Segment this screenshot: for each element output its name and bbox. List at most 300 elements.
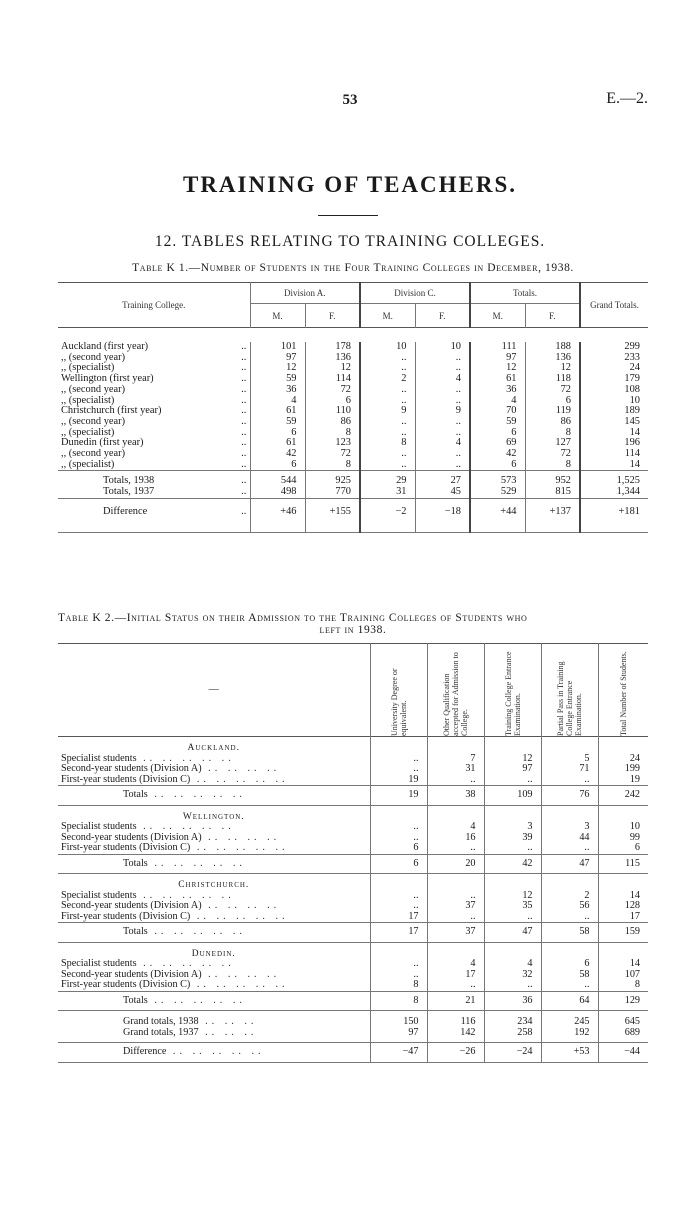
cell-a-f: 136 <box>305 353 360 364</box>
cell-t-m: 4 <box>470 396 525 407</box>
leader-dots: .. <box>241 458 247 470</box>
cell-value: 42 <box>484 854 541 874</box>
leader-dots: .. <box>241 426 247 438</box>
table1-row <box>58 353 648 364</box>
cell-value: 39 <box>484 833 541 844</box>
cell-value: 4 <box>427 959 484 970</box>
cell-t-f: 8 <box>525 460 580 471</box>
row-label: First-year students (Division C) .. .. .. .. .. <box>61 842 289 853</box>
row-label: Auckland (first year) <box>61 341 149 352</box>
cell-c-m: .. <box>360 428 415 439</box>
cell-a-f: 6 <box>305 396 360 407</box>
leader-dots: .. .. .. .. .. <box>190 842 289 853</box>
cell-g: 233 <box>580 353 648 364</box>
cell-value: 4 <box>484 959 541 970</box>
section-totals-row <box>58 923 648 943</box>
cell-g: 1,344 <box>580 487 648 498</box>
leader-dots: .. .. .. <box>198 1016 258 1027</box>
cell-c-f: .. <box>415 449 470 460</box>
cell-value: 199 <box>598 764 648 775</box>
table2-row <box>58 775 648 786</box>
cell-value: 5 <box>541 754 598 765</box>
table2-caption-cont: left in 1938. <box>319 624 387 636</box>
cell-value: 142 <box>427 1028 484 1043</box>
cell-t-f: +137 <box>525 498 580 532</box>
cell-value: .. <box>427 912 484 923</box>
cell-value: .. <box>484 843 541 854</box>
cell-t-f: 127 <box>525 438 580 449</box>
cell-value: 107 <box>598 970 648 981</box>
leader-dots: .. .. .. .. .. <box>190 910 289 922</box>
cell-value: −44 <box>598 1043 648 1063</box>
cell-a-m: 36 <box>250 385 305 396</box>
cell-value: 129 <box>598 991 648 1011</box>
cell-t-f: 815 <box>525 487 580 498</box>
cell-value: 32 <box>484 970 541 981</box>
cell-c-m: .. <box>360 449 415 460</box>
row-label: ,, (second year) <box>61 448 126 460</box>
cell-a-m: 498 <box>250 487 305 498</box>
cell-c-m: 29 <box>360 471 415 487</box>
section-header <box>58 737 648 754</box>
leader-dots: .. <box>241 448 247 460</box>
cell-a-f: 110 <box>305 406 360 417</box>
cell-value: .. <box>370 959 427 970</box>
cell-t-m: 12 <box>470 363 525 374</box>
cell-value: 19 <box>370 775 427 786</box>
table2-caption: Table K 2.—Initial Status on their Admission to the Training Colleges of Students who <box>58 612 528 624</box>
leader-dots: .. .. .. .. .. <box>136 958 235 969</box>
cell-value: 47 <box>484 923 541 943</box>
cell-value: 37 <box>427 901 484 912</box>
row-label: Specialist students .. .. .. .. .. <box>61 821 235 832</box>
cell-c-m: −2 <box>360 498 415 532</box>
cell-a-m: 61 <box>250 406 305 417</box>
cell-a-f: 72 <box>305 385 360 396</box>
cell-t-f: 136 <box>525 353 580 364</box>
cell-a-m: 12 <box>250 363 305 374</box>
cell-a-m: +46 <box>250 498 305 532</box>
cell-c-m: 2 <box>360 374 415 385</box>
section-name: Christchurch. <box>178 880 250 890</box>
cell-t-f: 72 <box>525 449 580 460</box>
cell-value: 17 <box>598 912 648 923</box>
cell-value: 10 <box>598 822 648 833</box>
leader-dots: .. <box>241 373 247 385</box>
table1-row <box>58 487 648 498</box>
cell-c-f: 9 <box>415 406 470 417</box>
cell-a-m: 42 <box>250 449 305 460</box>
cell-value: 36 <box>484 991 541 1011</box>
row-label: ,, (specialist) <box>61 362 115 374</box>
leader-dots: .. .. .. .. .. <box>147 857 246 869</box>
leader-dots: .. .. .. .. .. <box>190 773 289 785</box>
cell-c-m: .. <box>360 385 415 396</box>
cell-c-f: .. <box>415 460 470 471</box>
cell-c-f: −18 <box>415 498 470 532</box>
cell-value: 192 <box>541 1028 598 1043</box>
cell-value: 6 <box>370 854 427 874</box>
cell-value: 8 <box>370 980 427 991</box>
row-label: Dunedin (first year) <box>61 437 144 449</box>
cell-value: 24 <box>598 754 648 765</box>
col-total-students: Total Number of Students. <box>598 644 648 737</box>
col-training-college: Training College. <box>122 300 186 310</box>
row-label: Totals, 1937 <box>103 486 155 498</box>
col-c-m: M. <box>360 304 415 328</box>
cell-value: .. <box>370 754 427 765</box>
cell-value: 38 <box>427 786 484 806</box>
cell-value: −47 <box>370 1043 427 1063</box>
cell-value: 16 <box>427 833 484 844</box>
leader-dots: .. <box>241 437 247 449</box>
leader-dots: .. .. .. .. .. <box>136 821 235 832</box>
cell-g: 10 <box>580 396 648 407</box>
title-rule <box>318 215 378 216</box>
cell-value: 19 <box>370 786 427 806</box>
section-header <box>58 874 648 891</box>
cell-value: 645 <box>598 1011 648 1028</box>
cell-t-f: 118 <box>525 374 580 385</box>
cell-value: 689 <box>598 1028 648 1043</box>
cell-value: 12 <box>484 891 541 902</box>
cell-c-f: .. <box>415 417 470 428</box>
cell-a-m: 59 <box>250 417 305 428</box>
cell-value: 71 <box>541 764 598 775</box>
cell-value: 3 <box>484 822 541 833</box>
leader-dots: .. .. .. .. .. <box>147 926 246 937</box>
cell-a-m: 97 <box>250 353 305 364</box>
cell-t-m: 42 <box>470 449 525 460</box>
cell-value: 3 <box>541 822 598 833</box>
cell-a-m: 6 <box>250 460 305 471</box>
cell-t-m: 111 <box>470 342 525 353</box>
cell-value: .. <box>370 970 427 981</box>
leader-dots: .. .. .. .. .. <box>147 789 246 800</box>
row-label: Specialist students .. .. .. .. .. <box>61 752 235 764</box>
cell-value: .. <box>541 912 598 923</box>
cell-value: 97 <box>484 764 541 775</box>
cell-value: 14 <box>598 891 648 902</box>
cell-value: .. <box>427 775 484 786</box>
table2-row <box>58 912 648 923</box>
row-label: Wellington (first year) <box>61 373 154 385</box>
row-label: First-year students (Division C) .. .. .. .. .. <box>61 910 289 922</box>
row-label: Totals, 1938 <box>58 471 238 487</box>
row-label: Specialist students .. .. .. .. .. <box>61 889 235 901</box>
cell-value: 12 <box>484 754 541 765</box>
cell-value: 44 <box>541 833 598 844</box>
cell-value: 115 <box>598 854 648 874</box>
cell-a-f: 114 <box>305 374 360 385</box>
cell-value: 8 <box>598 980 648 991</box>
table2 <box>58 643 648 1063</box>
cell-t-m: 36 <box>470 385 525 396</box>
cell-value: 58 <box>541 923 598 943</box>
leader-dots: .. .. .. .. .. <box>136 752 235 764</box>
cell-g: +181 <box>580 498 648 532</box>
cell-value: 17 <box>370 912 427 923</box>
cell-g: 145 <box>580 417 648 428</box>
row-label: ,, (specialist) <box>61 426 115 438</box>
leader-dots: .. .. .. <box>198 1026 258 1038</box>
table1-row <box>58 460 648 471</box>
row-label: Second-year students (Division A) .. .. .. .. <box>61 831 281 843</box>
leader-dots: .. <box>241 351 247 363</box>
cell-t-m: 69 <box>470 438 525 449</box>
cell-value: 56 <box>541 901 598 912</box>
col-t-m: M. <box>470 304 525 328</box>
col-division-c: Division C. <box>360 283 470 304</box>
cell-value: 258 <box>484 1028 541 1043</box>
cell-t-f: 12 <box>525 363 580 374</box>
cell-value: 8 <box>370 991 427 1011</box>
cell-value: 6 <box>370 843 427 854</box>
leader-dots: .. <box>241 341 247 352</box>
leader-dots: .. .. .. .. <box>201 900 281 911</box>
cell-value: 109 <box>484 786 541 806</box>
cell-t-m: 6 <box>470 428 525 439</box>
cell-value: 35 <box>484 901 541 912</box>
cell-value: 150 <box>370 1011 427 1028</box>
cell-value: .. <box>541 775 598 786</box>
cell-a-f: 925 <box>305 471 360 487</box>
row-label: ,, (second year) <box>61 383 126 395</box>
cell-value: 17 <box>427 970 484 981</box>
cell-g: 196 <box>580 438 648 449</box>
section-totals-row <box>58 786 648 806</box>
cell-value: 2 <box>541 891 598 902</box>
cell-value: −26 <box>427 1043 484 1063</box>
cell-value: 19 <box>598 775 648 786</box>
table1-caption: Table K 1.—Number of Students in the Four Training Colleges in December, 1938. <box>132 262 574 274</box>
cell-value: 21 <box>427 991 484 1011</box>
cell-g: 14 <box>580 460 648 471</box>
col-t-f: F. <box>525 304 580 328</box>
leader-dots: .. <box>241 415 247 427</box>
leader-dots: .. .. .. .. <box>201 968 281 980</box>
page-reference: E.—2. <box>606 90 648 107</box>
cell-t-f: 188 <box>525 342 580 353</box>
section-header <box>58 805 648 822</box>
row-label: Totals .. .. .. .. .. <box>58 786 370 806</box>
table2-row <box>58 843 648 854</box>
cell-a-f: 8 <box>305 428 360 439</box>
row-label: Grand totals, 1938 .. .. .. <box>123 1016 258 1027</box>
table1-row <box>58 449 648 460</box>
cell-value: 31 <box>427 764 484 775</box>
row-label: Difference .. .. .. .. .. <box>58 1043 370 1063</box>
cell-value: .. <box>484 775 541 786</box>
leader-dots: .. <box>241 394 247 406</box>
cell-value: .. <box>427 843 484 854</box>
cell-value: 47 <box>541 854 598 874</box>
cell-a-m: 59 <box>250 374 305 385</box>
cell-g: 14 <box>580 428 648 439</box>
cell-value: 245 <box>541 1011 598 1028</box>
cell-value: 37 <box>427 923 484 943</box>
cell-t-m: 573 <box>470 471 525 487</box>
cell-value: 99 <box>598 833 648 844</box>
cell-c-f: 45 <box>415 487 470 498</box>
cell-value: −24 <box>484 1043 541 1063</box>
cell-value: 234 <box>484 1011 541 1028</box>
cell-a-f: 178 <box>305 342 360 353</box>
cell-c-m: .. <box>360 417 415 428</box>
cell-a-m: 61 <box>250 438 305 449</box>
row-label: Grand totals, 1937 .. .. .. <box>123 1026 258 1038</box>
cell-c-f: .. <box>415 353 470 364</box>
row-label: Totals .. .. .. .. .. <box>58 923 370 943</box>
cell-value: .. <box>541 980 598 991</box>
cell-a-f: +155 <box>305 498 360 532</box>
cell-g: 1,525 <box>580 471 648 487</box>
cell-value: 58 <box>541 970 598 981</box>
table1-row <box>58 385 648 396</box>
cell-value: .. <box>370 822 427 833</box>
table2-blank-head: — <box>208 683 219 695</box>
cell-a-m: 544 <box>250 471 305 487</box>
section-header <box>58 942 648 959</box>
cell-t-m: 70 <box>470 406 525 417</box>
cell-c-m: .. <box>360 396 415 407</box>
leader-dots: .. .. .. .. <box>201 831 281 843</box>
cell-g: 24 <box>580 363 648 374</box>
col-division-a: Division A. <box>250 283 360 304</box>
cell-c-f: .. <box>415 428 470 439</box>
cell-value: +53 <box>541 1043 598 1063</box>
cell-c-f: .. <box>415 396 470 407</box>
col-partial-pass: Partial Pass in Training College Entrance Examination. <box>541 644 598 737</box>
row-label: Second-year students (Division A) .. .. .. .. <box>61 763 281 774</box>
cell-a-f: 86 <box>305 417 360 428</box>
cell-value: 20 <box>427 854 484 874</box>
cell-value: .. <box>370 833 427 844</box>
leader-dots: .. .. .. .. <box>201 763 281 774</box>
cell-c-f: 27 <box>415 471 470 487</box>
table1-row <box>58 406 648 417</box>
table1-row <box>58 471 648 487</box>
leader-dots: .. <box>241 362 247 374</box>
cell-a-f: 12 <box>305 363 360 374</box>
section-name: Wellington. <box>182 811 245 822</box>
col-a-f: F. <box>305 304 360 328</box>
leader-dots: .. <box>238 498 250 532</box>
cell-a-f: 770 <box>305 487 360 498</box>
cell-t-m: 59 <box>470 417 525 428</box>
cell-c-m: .. <box>360 460 415 471</box>
cell-value: 7 <box>427 754 484 765</box>
cell-value: .. <box>484 912 541 923</box>
cell-g: 179 <box>580 374 648 385</box>
cell-value: 4 <box>427 822 484 833</box>
cell-c-m: 10 <box>360 342 415 353</box>
cell-c-m: 31 <box>360 487 415 498</box>
section-name: Dunedin. <box>191 948 236 959</box>
cell-c-m: .. <box>360 353 415 364</box>
row-label: ,, (second year) <box>61 351 126 363</box>
cell-value: 6 <box>541 959 598 970</box>
row-label: Second-year students (Division A) .. .. .. .. <box>61 900 281 911</box>
col-university-degree: University Degree or equivalent. <box>370 644 427 737</box>
difference-row <box>58 1043 648 1063</box>
cell-value: 128 <box>598 901 648 912</box>
table1 <box>58 282 648 533</box>
cell-g: 189 <box>580 406 648 417</box>
col-a-m: M. <box>250 304 305 328</box>
row-label: First-year students (Division C) .. .. .. .. .. <box>61 979 289 990</box>
leader-dots: .. <box>238 471 250 487</box>
cell-g: 114 <box>580 449 648 460</box>
cell-value: 17 <box>370 923 427 943</box>
cell-a-f: 123 <box>305 438 360 449</box>
cell-value: 14 <box>598 959 648 970</box>
cell-a-m: 6 <box>250 428 305 439</box>
col-other-qualification: Other Qualification accepted for Admission to College. <box>427 644 484 737</box>
cell-c-f: 10 <box>415 342 470 353</box>
cell-value: .. <box>427 980 484 991</box>
cell-a-m: 4 <box>250 396 305 407</box>
section-subtitle: 12. TABLES RELATING TO TRAINING COLLEGES. <box>154 233 546 250</box>
row-label: First-year students (Division C) .. .. .. .. .. <box>61 773 289 785</box>
row-label: Christchurch (first year) <box>61 405 162 417</box>
cell-value: .. <box>541 843 598 854</box>
table1-row <box>58 374 648 385</box>
row-label: ,, (second year) <box>61 415 126 427</box>
cell-c-m: 9 <box>360 406 415 417</box>
leader-dots: .. .. .. .. .. <box>136 889 235 901</box>
cell-c-f: .. <box>415 363 470 374</box>
cell-g: 299 <box>580 342 648 353</box>
cell-t-f: 6 <box>525 396 580 407</box>
cell-t-f: 119 <box>525 406 580 417</box>
cell-value: .. <box>370 901 427 912</box>
row-label: Totals .. .. .. .. .. <box>58 854 370 874</box>
col-c-f: F. <box>415 304 470 328</box>
row-label: ,, (specialist) <box>61 458 115 470</box>
cell-value: .. <box>370 891 427 902</box>
row-label: Totals .. .. .. .. .. <box>58 991 370 1011</box>
cell-t-m: 6 <box>470 460 525 471</box>
leader-dots: .. <box>241 486 247 498</box>
table1-row <box>58 417 648 428</box>
cell-a-f: 8 <box>305 460 360 471</box>
section-name: Auckland. <box>187 743 240 753</box>
cell-t-m: 529 <box>470 487 525 498</box>
cell-c-f: .. <box>415 385 470 396</box>
cell-value: 116 <box>427 1011 484 1028</box>
cell-value: 6 <box>598 843 648 854</box>
page-number: 53 <box>342 92 358 108</box>
cell-t-m: 97 <box>470 353 525 364</box>
col-entrance-exam: Training College Entrance Examination. <box>484 644 541 737</box>
cell-c-m: .. <box>360 363 415 374</box>
cell-a-m: 101 <box>250 342 305 353</box>
cell-value: .. <box>427 891 484 902</box>
cell-t-f: 72 <box>525 385 580 396</box>
cell-t-m: +44 <box>470 498 525 532</box>
row-label: ,, (specialist) <box>61 394 115 406</box>
cell-value: 159 <box>598 923 648 943</box>
cell-t-f: 86 <box>525 417 580 428</box>
leader-dots: .. .. .. .. .. <box>166 1046 265 1057</box>
cell-t-m: 61 <box>470 374 525 385</box>
cell-t-f: 952 <box>525 471 580 487</box>
col-grand-totals: Grand Totals. <box>580 283 648 328</box>
cell-t-f: 8 <box>525 428 580 439</box>
section-totals-row <box>58 854 648 874</box>
cell-value: 64 <box>541 991 598 1011</box>
